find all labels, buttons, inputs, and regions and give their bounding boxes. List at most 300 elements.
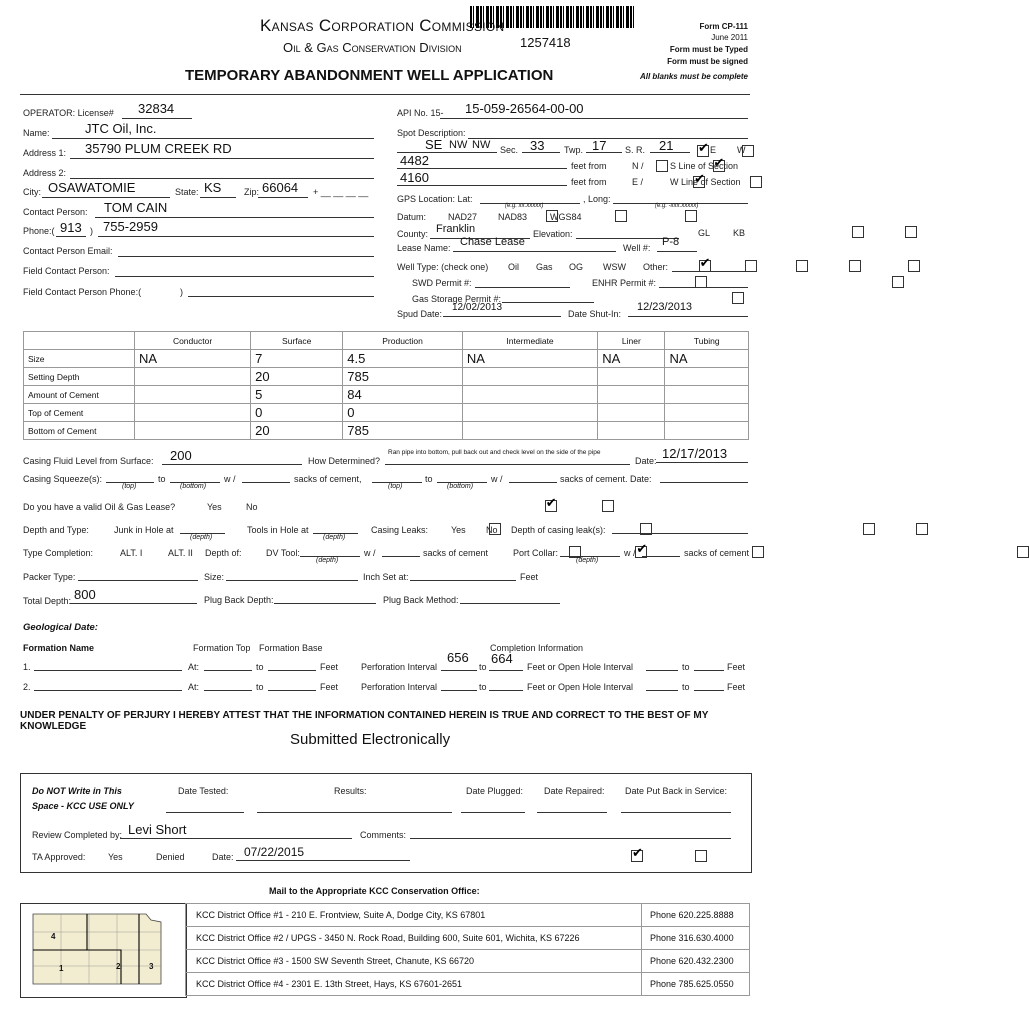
api-label: API No. 15- <box>397 108 444 118</box>
name-label: Name: <box>23 128 50 138</box>
wgs84-label: WGS84 <box>550 212 582 222</box>
table-cell[interactable] <box>598 368 665 386</box>
name-value[interactable]: JTC Oil, Inc. <box>85 121 157 136</box>
comments-line <box>410 838 731 839</box>
size-label: Size: <box>204 572 225 582</box>
junk-label: Junk in Hole at <box>114 525 174 535</box>
spud-value[interactable]: 12/02/2013 <box>452 302 503 313</box>
offices-heading: Mail to the Appropriate KCC Conservation Office: <box>269 886 480 896</box>
date-plugged-label: Date Plugged: <box>466 786 524 796</box>
address2-line <box>70 178 374 179</box>
email-line <box>118 256 374 257</box>
spud-line <box>443 316 561 317</box>
ns-feet-line <box>397 168 567 169</box>
contact-line <box>95 217 374 218</box>
squeeze2-sacks: sacks of cement. Date: <box>560 474 652 484</box>
table-cell[interactable] <box>598 386 665 404</box>
lease-no-label: No <box>246 502 258 512</box>
address1-line <box>70 158 374 159</box>
other-line <box>672 271 748 272</box>
leaks-no-label: No <box>486 525 498 535</box>
feet-label-1: Feet <box>320 662 339 672</box>
sec-line <box>522 152 560 153</box>
table-cell[interactable] <box>665 422 749 440</box>
squeeze-sacks: sacks of cement, <box>294 474 362 484</box>
ew-feet-value[interactable]: 4160 <box>400 170 429 185</box>
review-label: Review Completed by: <box>32 830 123 840</box>
office-phone: Phone 316.630.4000 <box>642 927 750 950</box>
squeeze2-w: w / <box>491 474 503 484</box>
perf-to-label-1: to <box>479 662 487 672</box>
port-sacks-line <box>642 556 680 557</box>
row-label: Amount of Cement <box>24 386 135 404</box>
table-cell[interactable]: NA <box>135 350 251 368</box>
ta-date-label: Date: <box>212 852 234 862</box>
open-hole-to-1-line <box>694 670 724 671</box>
city-value[interactable]: OSAWATOMIE <box>48 180 136 195</box>
table-cell[interactable]: 20 <box>251 368 343 386</box>
gl-checkbox[interactable] <box>852 226 864 238</box>
col-intermediate: Intermediate <box>462 332 597 350</box>
table-cell[interactable] <box>135 386 251 404</box>
reviewer-value[interactable]: Levi Short <box>128 822 187 837</box>
table-cell[interactable]: NA <box>598 350 665 368</box>
wsw-label: WSW <box>603 262 626 272</box>
open-to-1: to <box>682 662 690 672</box>
inch-feet: Feet <box>520 572 539 582</box>
dv-w: w / <box>364 548 376 558</box>
results-line <box>257 812 452 813</box>
north-label: N / <box>632 161 644 171</box>
field-phone-paren: ) <box>180 287 183 297</box>
formation-1-line <box>34 670 182 671</box>
gl-label: GL <box>698 228 711 238</box>
casing-leaks-label: Casing Leaks: <box>371 525 429 535</box>
attestation-text: UNDER PENALTY OF PERJURY I HEREBY ATTEST THAT THE INFORMATION CONTAINED HEREIN IS TRUE AND CORRECT TO THE BEST OF MY KNOWLEDGE <box>20 710 709 732</box>
sr-label: S. R. <box>625 145 646 155</box>
inch-line <box>410 580 516 581</box>
perf-from-2-line <box>441 690 477 691</box>
date-tested-line <box>166 812 244 813</box>
lease-line <box>453 251 616 252</box>
plug-back-line <box>274 603 376 604</box>
total-depth-value[interactable]: 800 <box>74 587 96 602</box>
squeeze-w: w / <box>224 474 236 484</box>
depth-of-label: Depth of: <box>205 548 242 558</box>
plug-method-line <box>460 603 560 604</box>
feet-or-1: Feet or Open Hole Interval <box>527 662 634 672</box>
date-repaired-line <box>537 812 607 813</box>
completion-info-heading: Completion Information <box>490 643 584 653</box>
squeeze-date-line <box>660 482 748 483</box>
kcc-donot-1: Do NOT Write in This <box>32 786 122 796</box>
west-checkbox[interactable] <box>750 176 762 188</box>
table-cell[interactable]: NA <box>462 350 597 368</box>
gas-storage-label: Gas Storage Permit #: <box>412 294 502 304</box>
city-label: City: <box>23 187 41 197</box>
other-checkbox[interactable] <box>908 260 920 272</box>
spot-desc-line <box>468 138 748 139</box>
to-label-2: to <box>256 682 264 692</box>
field-contact-label: Field Contact Person: <box>23 266 110 276</box>
perf-to-line <box>489 670 523 671</box>
spot2[interactable]: NW <box>449 139 468 151</box>
formation-top-heading: Formation Top <box>193 643 251 653</box>
date-plugged-line <box>461 812 525 813</box>
wgs84-checkbox[interactable] <box>685 210 697 222</box>
wsw-checkbox[interactable] <box>849 260 861 272</box>
port-w: w / <box>624 548 636 558</box>
table-cell[interactable] <box>462 368 597 386</box>
office-name: KCC District Office #1 - 210 E. Frontview, Suite A, Dodge City, KS 67801 <box>186 904 642 927</box>
city-line <box>42 197 170 198</box>
twp-label: Twp. <box>564 145 584 155</box>
ta-yes-checkbox[interactable] <box>631 850 643 862</box>
lease-yes-checkbox[interactable] <box>545 500 557 512</box>
office-row <box>186 927 750 950</box>
formation-row-1: 1. <box>23 662 31 672</box>
leaks-yes-label: Yes <box>451 525 466 535</box>
twp-value[interactable]: 17 <box>592 138 607 153</box>
elevation-label: Elevation: <box>533 229 573 239</box>
ta-denied-checkbox[interactable] <box>695 850 707 862</box>
feet-or-2: Feet or Open Hole Interval <box>527 682 634 692</box>
range-west-label: W <box>737 145 746 155</box>
at-label-2: At: <box>188 682 200 692</box>
state-line <box>200 197 236 198</box>
sec-value[interactable]: 33 <box>530 138 545 153</box>
date-repaired-label: Date Repaired: <box>544 786 605 796</box>
north-checkbox[interactable] <box>656 160 668 172</box>
west-label: W Line of Section <box>670 177 741 187</box>
tools-label: Tools in Hole at <box>247 525 309 535</box>
ew-feet-line <box>397 185 567 186</box>
size-line <box>226 580 358 581</box>
port-collar-checkbox[interactable] <box>1017 546 1029 558</box>
note-signed: Form must be signed <box>667 57 748 66</box>
ta-approved-label: TA Approved: <box>32 852 86 862</box>
long-label: , Long: <box>583 194 611 204</box>
table-cell[interactable] <box>462 386 597 404</box>
open-feet-1: Feet <box>727 662 746 672</box>
county-value[interactable]: Franklin <box>436 223 476 235</box>
license-value[interactable]: 32834 <box>138 101 175 116</box>
fluid-value[interactable]: 200 <box>170 448 192 463</box>
col-production: Production <box>343 332 463 350</box>
address1-label: Address 1: <box>23 148 67 158</box>
state-value[interactable]: KS <box>204 180 222 195</box>
at-2-line <box>204 690 252 691</box>
results-label: Results: <box>334 786 367 796</box>
ns-feet-value[interactable]: 4482 <box>400 153 429 168</box>
table-row <box>24 386 749 404</box>
date-back-label: Date Put Back in Service: <box>625 786 728 796</box>
long-hint: (e.g. -xxx.xxxxx) <box>655 203 699 209</box>
spot1[interactable]: SE <box>425 137 443 152</box>
east-label: E / <box>632 177 644 187</box>
row-label: Setting Depth <box>24 368 135 386</box>
barcode-number: 1257418 <box>520 35 571 50</box>
port-depth-hint: (depth) <box>576 557 599 564</box>
table-cell[interactable] <box>598 422 665 440</box>
dv-tool-label: DV Tool: <box>266 548 300 558</box>
spud-label: Spud Date: <box>397 309 443 319</box>
field-phone-line <box>188 296 374 297</box>
ew-feet-label: feet from <box>571 177 607 187</box>
license-label: OPERATOR: License# <box>23 108 114 118</box>
enhr-line <box>659 287 748 288</box>
table-cell[interactable]: 785 <box>343 368 463 386</box>
office-phone: Phone 785.625.0550 <box>642 973 750 996</box>
nad83-checkbox[interactable] <box>615 210 627 222</box>
at-1-line <box>204 670 252 671</box>
county-label: County: <box>397 229 429 239</box>
og-checkbox[interactable] <box>796 260 808 272</box>
table-row <box>24 368 749 386</box>
zip-label: Zip: <box>244 187 260 197</box>
depth-leaks-line <box>612 533 748 534</box>
squeeze2-top-hint: (top) <box>388 483 403 490</box>
packer-line <box>78 580 198 581</box>
lat-hint: (e.g. xx.xxxxx) <box>505 203 544 209</box>
phone-value[interactable]: 755-2959 <box>103 219 158 234</box>
col-tubing: Tubing <box>665 332 749 350</box>
leaks-no-checkbox[interactable] <box>916 523 928 535</box>
squeeze2-sacks-line <box>509 482 557 483</box>
range-line <box>650 152 690 153</box>
address2-label: Address 2: <box>23 168 67 178</box>
how-value[interactable]: Ran pipe into bottom, pull back out and check level on the side of the pipe <box>388 449 601 456</box>
table-cell[interactable]: 0 <box>251 404 343 422</box>
ta-date-line <box>236 860 410 861</box>
formation-2-line <box>34 690 182 691</box>
map-region-4: 4 <box>51 932 56 941</box>
open-hole-to-2-line <box>694 690 724 691</box>
at-label-1: At: <box>188 662 200 672</box>
wellno-value[interactable]: P-8 <box>662 236 680 248</box>
lease-yes-label: Yes <box>207 502 222 512</box>
license-line <box>122 118 192 119</box>
corner-cell <box>24 332 135 350</box>
how-label: How Determined? <box>308 456 381 466</box>
office-phone: Phone 620.432.2300 <box>642 950 750 973</box>
name-line <box>52 138 374 139</box>
lease-value[interactable]: Chase Lease <box>460 236 525 248</box>
date-tested-label: Date Tested: <box>178 786 229 796</box>
squeeze-top-hint: (top) <box>122 483 137 490</box>
kcc-donot-2: Space - KCC USE ONLY <box>32 801 134 811</box>
ta-yes-label: Yes <box>108 852 123 862</box>
formation-row-2: 2. <box>23 682 31 692</box>
table-cell[interactable] <box>665 368 749 386</box>
nad27-label: NAD27 <box>448 212 478 222</box>
phone-area[interactable]: 913 <box>60 220 82 235</box>
row-label: Size <box>24 350 135 368</box>
table-cell[interactable] <box>462 422 597 440</box>
kansas-map <box>20 903 187 998</box>
state-label: State: <box>175 187 199 197</box>
office-name: KCC District Office #4 - 2301 E. 13th Street, Hays, KS 67601-2651 <box>186 973 642 996</box>
table-cell[interactable]: 785 <box>343 422 463 440</box>
depth-leaks-label: Depth of casing leak(s): <box>511 525 606 535</box>
squeeze-bottom-hint: (bottom) <box>180 483 207 490</box>
perf-to-label-2: to <box>479 682 487 692</box>
row-label: Top of Cement <box>24 404 135 422</box>
table-cell[interactable] <box>135 404 251 422</box>
dv-sacks-line <box>382 556 420 557</box>
south-label: S Line of Section <box>670 161 739 171</box>
phone-line <box>98 236 374 237</box>
contact-label: Contact Person: <box>23 207 88 217</box>
fluid-line <box>162 464 302 465</box>
range-east-checkbox[interactable] <box>697 145 709 157</box>
table-row <box>24 404 749 422</box>
offices-table <box>185 903 750 996</box>
open-to-2: to <box>682 682 690 692</box>
feet-label-2: Feet <box>320 682 339 692</box>
range-value[interactable]: 21 <box>659 138 674 153</box>
perf-from-value[interactable]: 656 <box>447 650 469 665</box>
submitted-electronically: Submitted Electronically <box>290 731 451 748</box>
table-cell[interactable]: 7 <box>251 350 343 368</box>
open-hole-1-line <box>646 670 678 671</box>
shutin-line <box>628 316 748 317</box>
col-conductor: Conductor <box>135 332 251 350</box>
to-2-line <box>268 690 316 691</box>
header-rule <box>20 94 750 95</box>
api-value[interactable]: 15-059-26564-00-00 <box>465 101 584 116</box>
email-label: Contact Person Email: <box>23 246 113 256</box>
ta-denied-label: Denied <box>156 852 185 862</box>
col-surface: Surface <box>251 332 343 350</box>
contact-value[interactable]: TOM CAIN <box>104 200 168 215</box>
table-cell[interactable] <box>462 404 597 422</box>
kb-label: KB <box>733 228 746 238</box>
table-cell[interactable]: 20 <box>251 422 343 440</box>
enhr-checkbox[interactable] <box>892 276 904 288</box>
twp-line <box>586 152 622 153</box>
valid-lease-label: Do you have a valid Oil & Gas Lease? <box>23 502 176 512</box>
alt1-label: ALT. I <box>120 548 143 558</box>
col-liner: Liner <box>598 332 665 350</box>
table-cell[interactable] <box>598 404 665 422</box>
junk-depth-hint: (depth) <box>190 534 213 541</box>
map-region-1: 1 <box>59 964 64 973</box>
table-cell[interactable]: NA <box>665 350 749 368</box>
perf-from-line <box>441 670 477 671</box>
zip-value[interactable]: 66064 <box>262 180 299 195</box>
enhr-label: ENHR Permit #: <box>592 278 657 288</box>
table-cell[interactable]: 84 <box>343 386 463 404</box>
squeeze-label: Casing Squeeze(s): <box>23 474 103 484</box>
squeeze2-bottom-hint: (bottom) <box>447 483 474 490</box>
dv-sacks: sacks of cement <box>423 548 489 558</box>
office-name: KCC District Office #2 / UPGS - 3450 N. Rock Road, Building 600, Suite 601, Wichita, KS 67226 <box>186 927 642 950</box>
form-date: June 2011 <box>711 33 748 42</box>
wellno-label: Well #: <box>623 243 651 253</box>
perf-label-2: Perforation Interval <box>361 682 438 692</box>
map-region-2: 2 <box>116 962 121 971</box>
to-label-1: to <box>256 662 264 672</box>
squeeze-sacks-line <box>242 482 290 483</box>
table-cell[interactable] <box>665 404 749 422</box>
office-row <box>186 950 750 973</box>
table-row <box>24 422 749 440</box>
casing-table <box>23 331 749 440</box>
shutin-value[interactable]: 12/23/2013 <box>637 301 693 313</box>
lease-no-checkbox[interactable] <box>602 500 614 512</box>
date-back-line <box>621 812 731 813</box>
phone-paren: ) <box>90 226 93 236</box>
perf-label-1: Perforation Interval <box>361 662 438 672</box>
perf-to-value[interactable]: 664 <box>491 651 513 666</box>
dv-tool-checkbox[interactable] <box>752 546 764 558</box>
squeeze2-to: to <box>425 474 433 484</box>
leaks-yes-checkbox[interactable] <box>863 523 875 535</box>
field-phone-label: Field Contact Person Phone:( <box>23 287 142 297</box>
og-label: OG <box>569 262 584 272</box>
other-label: Other: <box>643 262 669 272</box>
oil-label: Oil <box>508 262 519 272</box>
perf-to-2-line <box>489 690 523 691</box>
squeeze-to: to <box>158 474 166 484</box>
shutin-label: Date Shut-In: <box>568 309 622 319</box>
map-region-3: 3 <box>149 962 154 971</box>
phone-area-line <box>56 236 86 237</box>
table-cell[interactable] <box>665 386 749 404</box>
address1-value[interactable]: 35790 PLUM CREEK RD <box>85 141 232 156</box>
note-typed: Form must be Typed <box>669 45 748 54</box>
note-blanks: All blanks must be complete <box>639 72 748 81</box>
table-cell[interactable] <box>135 368 251 386</box>
review-line <box>120 838 352 839</box>
row-label: Bottom of Cement <box>24 422 135 440</box>
division-name: Oil & Gas Conservation Division <box>283 40 462 55</box>
datum-label: Datum: <box>397 212 427 222</box>
phone-label: Phone:( <box>23 226 55 236</box>
fluid-date-line <box>656 462 748 463</box>
range-east-label: E <box>710 145 717 155</box>
plug-method-label: Plug Back Method: <box>383 595 459 605</box>
table-cell[interactable]: 0 <box>343 404 463 422</box>
table-cell[interactable]: 5 <box>251 386 343 404</box>
form-title: TEMPORARY ABANDONMENT WELL APPLICATION <box>185 67 554 84</box>
form-id: Form CP-111 <box>699 22 748 31</box>
fluid-date-value[interactable]: 12/17/2013 <box>662 446 728 461</box>
depth-type-label: Depth and Type: <box>23 525 89 535</box>
dv-depth-hint: (depth) <box>316 557 339 564</box>
open-hole-2-line <box>646 690 678 691</box>
agency-name: Kansas Corporation Commission <box>260 16 505 35</box>
spot-label: Spot Description: <box>397 128 466 138</box>
spot3[interactable]: NW <box>472 139 491 151</box>
office-name: KCC District Office #3 - 1500 SW Seventh Street, Chanute, KS 66720 <box>186 950 642 973</box>
total-depth-label: Total Depth: <box>23 596 72 606</box>
gas-storage-line <box>502 302 594 303</box>
welltype-label: Well Type: (check one) <box>397 262 489 272</box>
plug-back-label: Plug Back Depth: <box>204 595 274 605</box>
gas-storage-checkbox[interactable] <box>732 292 744 304</box>
gas-label: Gas <box>536 262 553 272</box>
ta-date-value[interactable]: 07/22/2015 <box>244 845 305 859</box>
kb-checkbox[interactable] <box>905 226 917 238</box>
lease-label: Lease Name: <box>397 243 451 253</box>
port-collar-label: Port Collar: <box>513 548 559 558</box>
table-cell[interactable] <box>135 422 251 440</box>
kansas-map-svg <box>21 904 186 997</box>
table-cell[interactable]: 4.5 <box>343 350 463 368</box>
ns-feet-label: feet from <box>571 161 607 171</box>
